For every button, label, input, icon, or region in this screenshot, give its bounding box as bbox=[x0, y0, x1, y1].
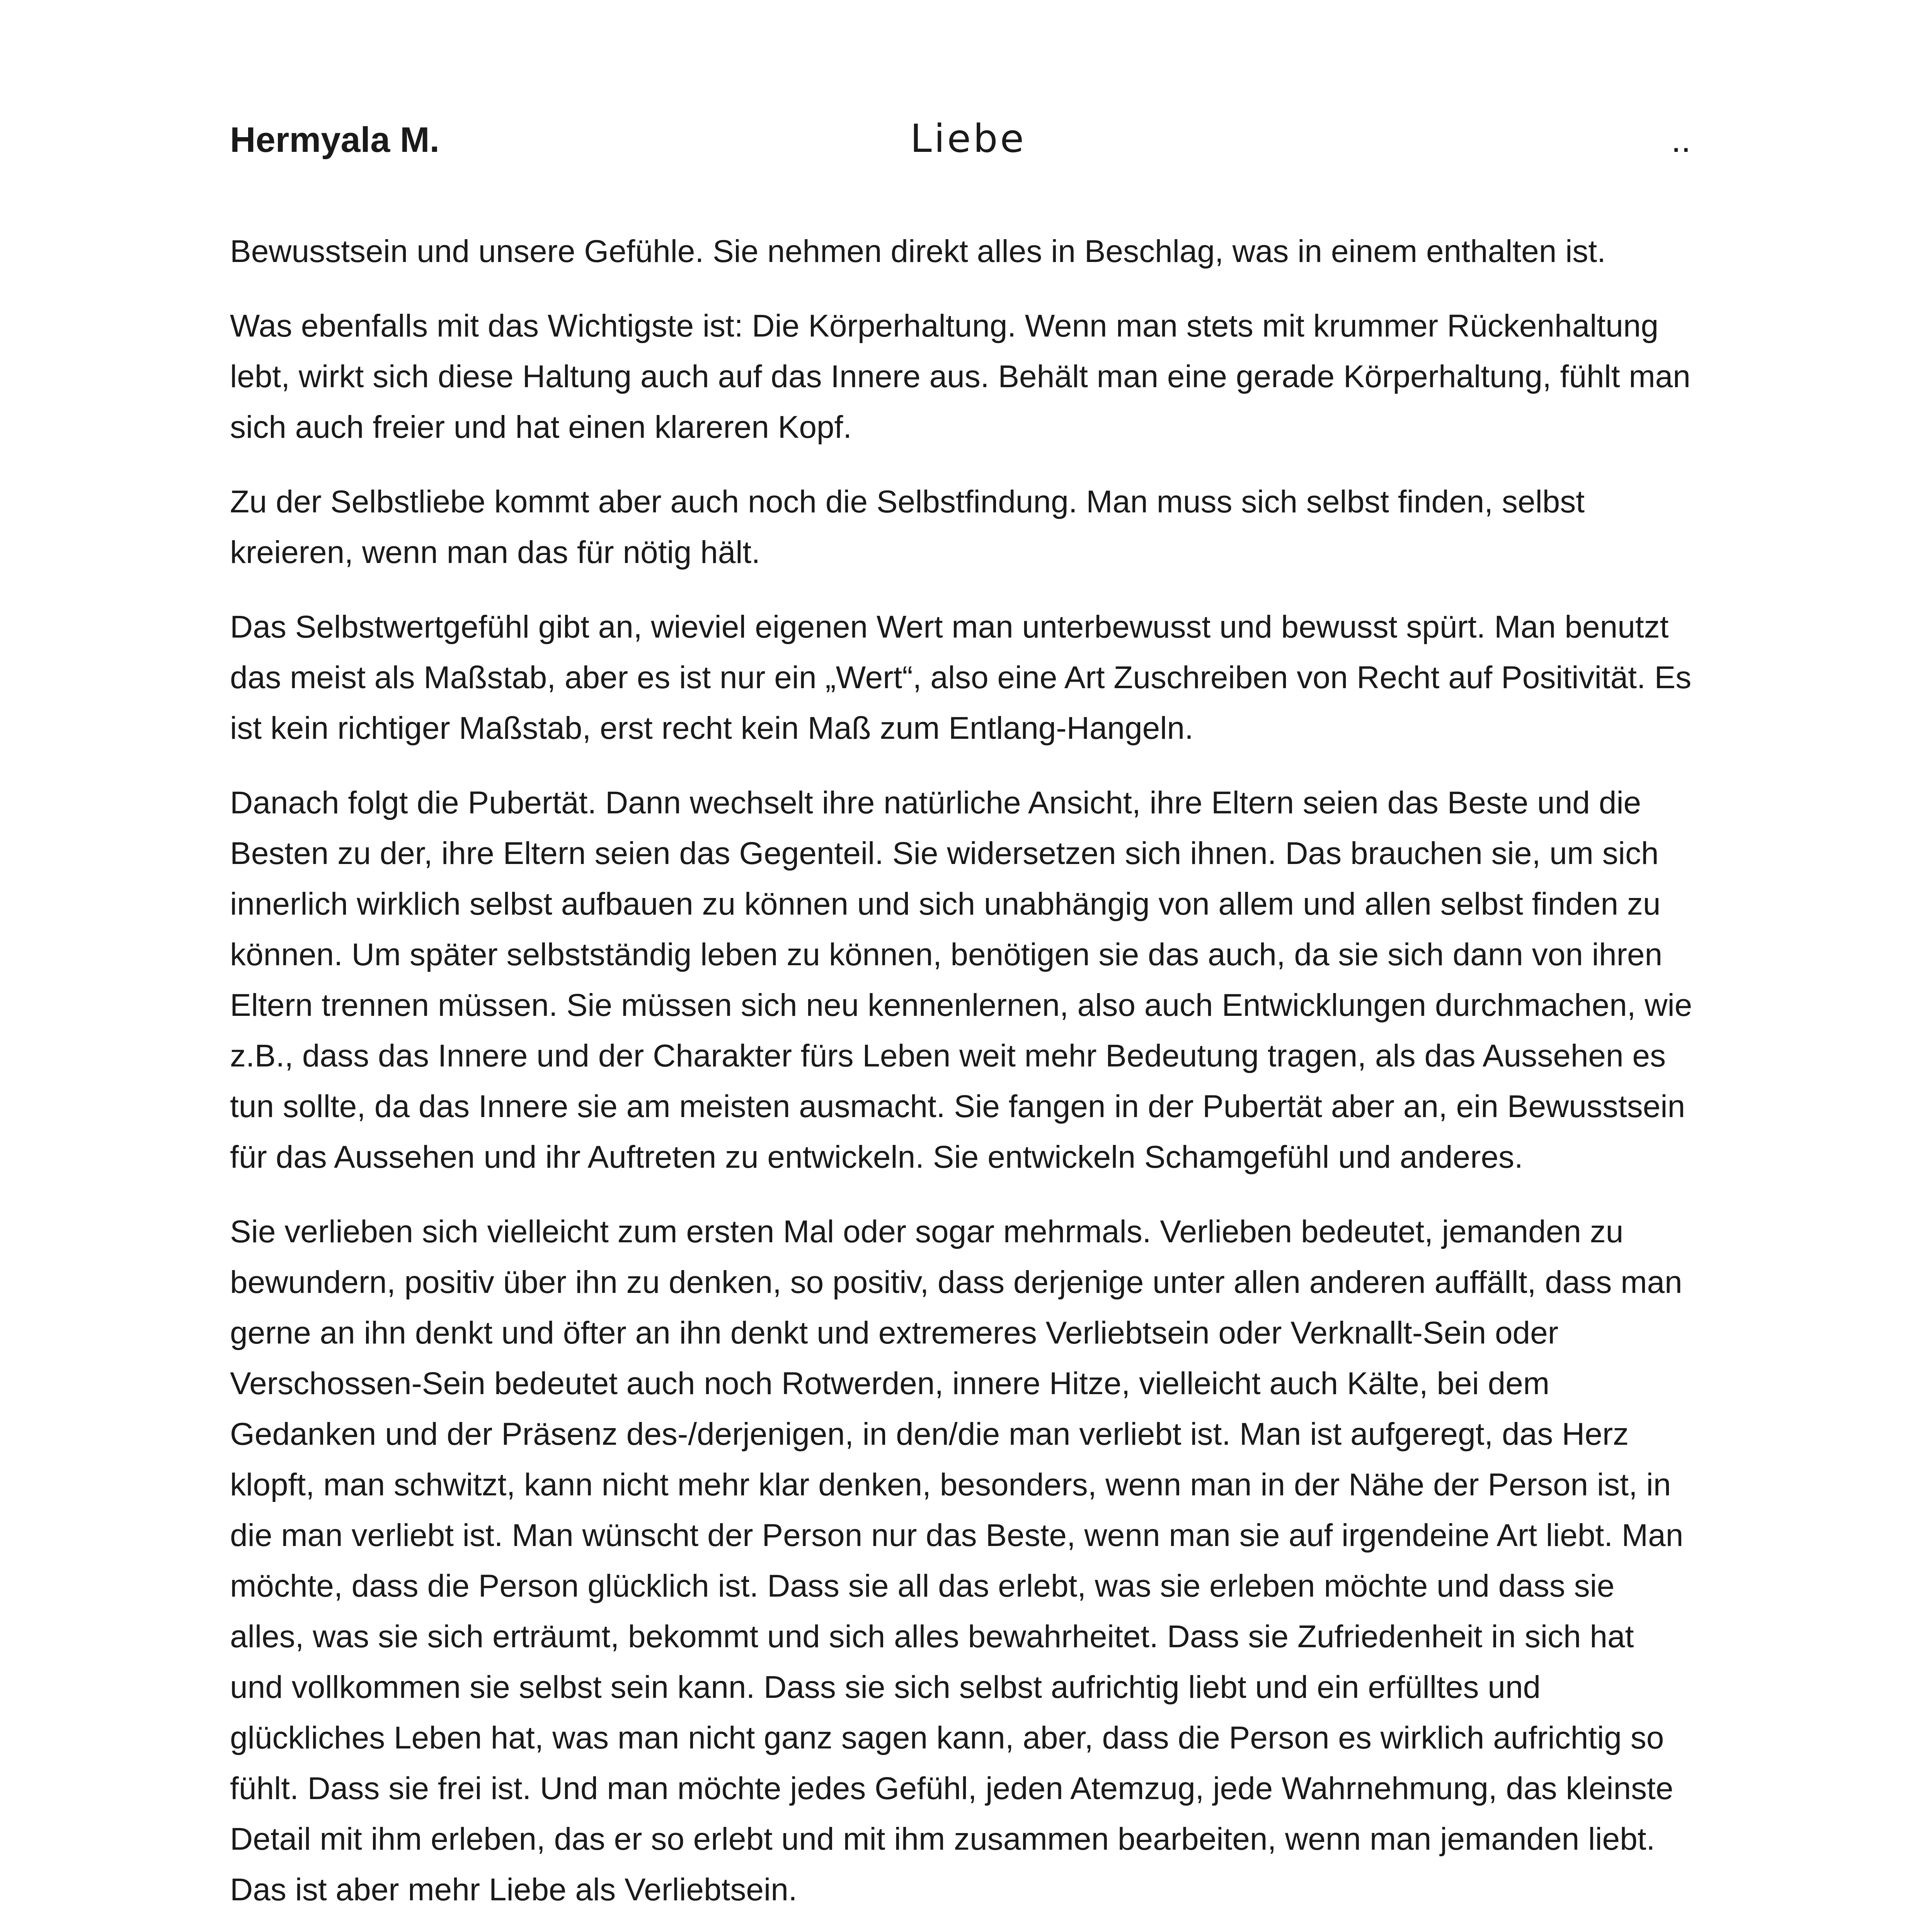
paragraph-3: Zu der Selbstliebe kommt aber auch noch die Selbstfindung. Man muss sich selbst finden, selbst kreieren, wenn man das für nötig hält. bbox=[230, 484, 1585, 570]
body-text bbox=[230, 226, 1695, 1932]
page-header bbox=[230, 112, 1691, 182]
header-author: Hermyala M. bbox=[230, 120, 440, 160]
header-mark: .. bbox=[1671, 120, 1691, 160]
paragraph-6: Sie verlieben sich vielleicht zum ersten Mal oder sogar mehrmals. Verlieben bedeutet, jemanden zu bewundern, positiv über ihn zu denken, so positiv, dass derjenige unter allen anderen auffällt, dass man gerne an ihn denkt und öfter an ihn denkt und extremeres Verliebtsein oder Verknallt-Sein oder Verschossen-Sein bedeutet auch noch Rotwerden, innere Hitze, vielleicht auch Kälte, bei dem Gedanken und der Präsenz des-/derjenigen, in den/die man verliebt ist. Man ist aufgeregt, das Herz klopft, man schwitzt, kann nicht mehr klar denken, besonders, wenn man in der Nähe der Person ist, in die man verliebt ist. Man wünscht der Person nur das Beste, wenn man sie auf irgendeine Art liebt. Man möchte, dass die Person glücklich ist. Dass sie all das erlebt, was sie erleben möchte und dass sie alles, was sie sich erträumt, bekommt und sich alles bewahrheitet. Dass sie Zufriedenheit in sich hat und vollkommen sie selbst sein kann. Dass sie sich selbst aufrichtig liebt und ein erfülltes und glückliches Leben hat, was man nicht ganz sagen kann, aber, dass die Person es wirklich aufrichtig so fühlt. Dass sie frei ist. Und man möchte jedes Gefühl, jeden Atemzug, jede Wahrnehmung, das kleinste Detail mit ihm erleben, das er so erlebt und mit ihm zusammen bearbeiten, wenn man jemanden liebt. Das ist aber mehr Liebe als Verliebtsein. bbox=[230, 1214, 1684, 1907]
paragraph-1: Bewusstsein und unsere Gefühle. Sie nehmen direkt alles in Beschlag, was in einem enthalten ist. bbox=[230, 234, 1606, 269]
paragraph-4: Das Selbstwertgefühl gibt an, wieviel eigenen Wert man unterbewusst und bewusst spürt. Man benutzt das meist als Maßstab, aber es ist nur ein „Wert“, also eine Art Zuschreiben von Recht auf Positivität. Es ist kein richtiger Maßstab, erst recht kein Maß zum Entlang-Hangeln. bbox=[230, 609, 1692, 746]
paragraph-2: Was ebenfalls mit das Wichtigste ist: Die Körperhaltung. Wenn man stets mit krummer Rückenhaltung lebt, wirkt sich diese Haltung auch auf das Innere aus. Behält man eine gerade Körperhaltung, fühlt man sich auch freier und hat einen klareren Kopf. bbox=[230, 308, 1691, 445]
paragraph-5: Danach folgt die Pubertät. Dann wechselt ihre natürliche Ansicht, ihre Eltern seien das Beste und die Besten zu der, ihre Eltern seien das Gegenteil. Sie widersetzen sich ihnen. Das brauchen sie, um sich innerlich wirklich selbst aufbauen zu können und sich unabhängig von allem und allen selbst finden zu können. Um später selbstständig leben zu können, benötigen sie das auch, da sie sich dann von ihren Eltern trennen müssen. Sie müssen sich neu kennenlernen, also auch Entwicklungen durchmachen, wie z.B., dass das Innere und der Charakter fürs Leben weit mehr Bedeutung tragen, als das Aussehen es tun sollte, da das Innere sie am meisten ausmacht. Sie fangen in der Pubertät aber an, ein Bewusstsein für das Aussehen und ihr Auftreten zu entwickeln. Sie entwickeln Schamgefühl und anderes. bbox=[230, 785, 1692, 1175]
header-title: Liebe bbox=[910, 116, 1027, 161]
